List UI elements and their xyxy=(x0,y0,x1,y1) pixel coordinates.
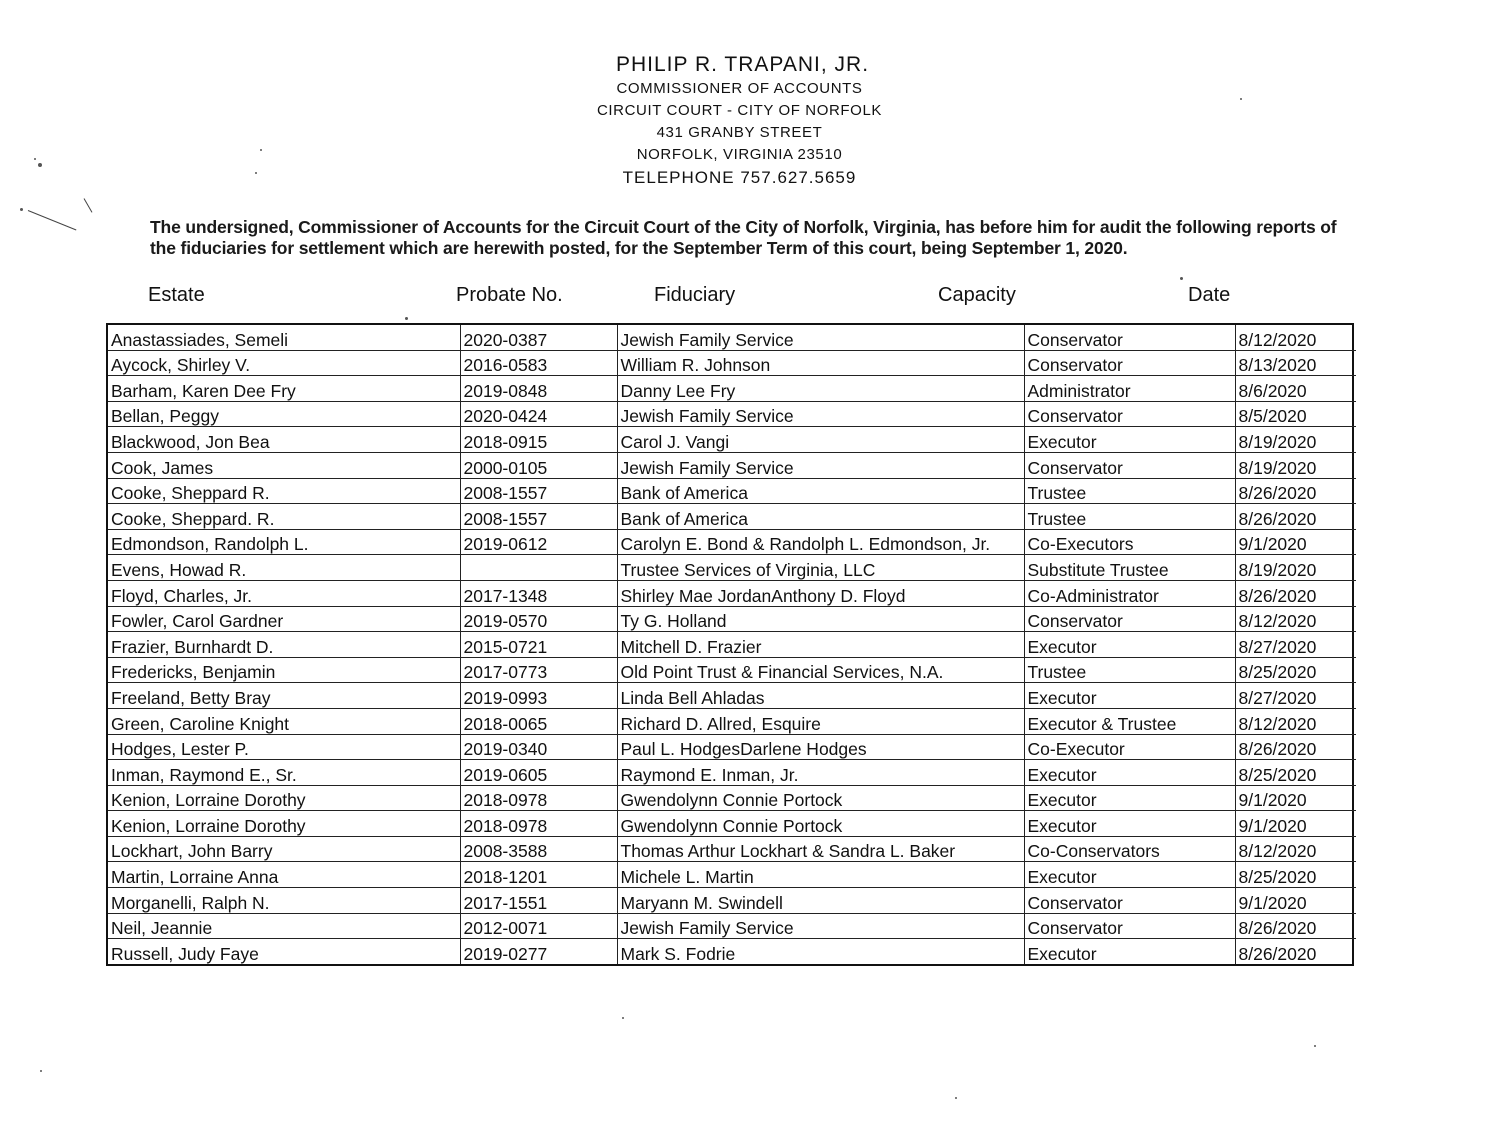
cell-date: 9/1/2020 xyxy=(1235,811,1356,837)
scan-scratch xyxy=(28,210,77,230)
cell-date: 8/19/2020 xyxy=(1235,427,1356,453)
cell-fiduciary: Mitchell D. Frazier xyxy=(617,632,1024,658)
table-row xyxy=(108,836,1356,862)
cell-date: 8/5/2020 xyxy=(1235,401,1356,427)
cell-capacity: Executor xyxy=(1024,939,1235,964)
intro-paragraph: The undersigned, Commissioner of Accounts for the Circuit Court of the City of Norfolk, Virginia, has before him for audit the following reports of the fiduciaries for settlement which are herewith posted, for the September Term of this court, being September 1, 2020. xyxy=(150,217,1337,258)
cell-capacity: Executor xyxy=(1024,427,1235,453)
table-row xyxy=(108,504,1356,530)
cell-probate: 2015-0721 xyxy=(460,632,617,658)
cell-probate: 2000-0105 xyxy=(460,452,617,478)
cell-date: 8/19/2020 xyxy=(1235,452,1356,478)
scan-speck xyxy=(255,172,257,174)
scan-speck xyxy=(20,208,23,211)
court-name: CIRCUIT COURT - CITY OF NORFOLK xyxy=(596,102,882,119)
cell-estate: Neil, Jeannie xyxy=(108,913,460,939)
cell-estate: Cook, James xyxy=(108,452,460,478)
cell-capacity: Trustee xyxy=(1024,657,1235,683)
cell-capacity: Executor & Trustee xyxy=(1024,708,1235,734)
cell-fiduciary: Jewish Family Service xyxy=(617,452,1024,478)
table-row xyxy=(108,606,1356,632)
cell-estate: Fredericks, Benjamin xyxy=(108,657,460,683)
scan-speck xyxy=(40,1070,42,1072)
cell-capacity: Executor xyxy=(1024,785,1235,811)
cell-fiduciary: Old Point Trust & Financial Services, N.A. xyxy=(617,657,1024,683)
cell-date: 9/1/2020 xyxy=(1235,785,1356,811)
cell-capacity: Conservator xyxy=(1024,325,1235,350)
table-row xyxy=(108,913,1356,939)
cell-fiduciary: Maryann M. Swindell xyxy=(617,888,1024,914)
cell-capacity: Co-Executors xyxy=(1024,529,1235,555)
scan-speck xyxy=(34,158,36,160)
cell-probate: 2008-1557 xyxy=(460,504,617,530)
street-address: 431 GRANBY STREET xyxy=(656,124,823,141)
cell-capacity: Conservator xyxy=(1024,888,1235,914)
column-header-date: Date xyxy=(1188,284,1231,306)
table-row xyxy=(108,734,1356,760)
table-row xyxy=(108,862,1356,888)
cell-capacity: Executor xyxy=(1024,760,1235,786)
table-row xyxy=(108,452,1356,478)
cell-capacity: Conservator xyxy=(1024,401,1235,427)
column-header-capacity: Capacity xyxy=(938,284,1016,306)
cell-estate: Inman, Raymond E., Sr. xyxy=(108,760,460,786)
cell-estate: Cooke, Sheppard. R. xyxy=(108,504,460,530)
table-row xyxy=(108,580,1356,606)
scan-speck xyxy=(260,149,262,151)
cell-estate: Lockhart, John Barry xyxy=(108,836,460,862)
cell-probate: 2019-0848 xyxy=(460,376,617,402)
cell-probate: 2019-0340 xyxy=(460,734,617,760)
scan-speck xyxy=(1314,1045,1316,1047)
table-row xyxy=(108,555,1356,581)
table-row xyxy=(108,811,1356,837)
cell-fiduciary: Richard D. Allred, Esquire xyxy=(617,708,1024,734)
cell-estate: Fowler, Carol Gardner xyxy=(108,606,460,632)
cell-probate: 2019-0993 xyxy=(460,683,617,709)
cell-fiduciary: Thomas Arthur Lockhart & Sandra L. Baker xyxy=(617,836,1024,862)
table-row xyxy=(108,939,1356,964)
cell-capacity: Conservator xyxy=(1024,350,1235,376)
cell-probate: 2008-1557 xyxy=(460,478,617,504)
cell-estate: Kenion, Lorraine Dorothy xyxy=(108,811,460,837)
cell-fiduciary: Trustee Services of Virginia, LLC xyxy=(617,555,1024,581)
table-body xyxy=(108,325,1356,964)
cell-probate: 2012-0071 xyxy=(460,913,617,939)
table-row xyxy=(108,350,1356,376)
cell-capacity: Executor xyxy=(1024,862,1235,888)
cell-probate: 2017-0773 xyxy=(460,657,617,683)
cell-date: 8/26/2020 xyxy=(1235,580,1356,606)
cell-fiduciary: Shirley Mae JordanAnthony D. Floyd xyxy=(617,580,1024,606)
cell-probate: 2019-0570 xyxy=(460,606,617,632)
cell-fiduciary: Jewish Family Service xyxy=(617,325,1024,350)
city-address: NORFOLK, VIRGINIA 23510 xyxy=(636,146,843,163)
cell-fiduciary: Raymond E. Inman, Jr. xyxy=(617,760,1024,786)
cell-probate: 2008-3588 xyxy=(460,836,617,862)
cell-probate: 2019-0605 xyxy=(460,760,617,786)
column-header-fiduciary: Fiduciary xyxy=(654,284,736,306)
cell-capacity: Conservator xyxy=(1024,606,1235,632)
cell-probate: 2017-1551 xyxy=(460,888,617,914)
cell-date: 8/27/2020 xyxy=(1235,683,1356,709)
commissioner-title: COMMISSIONER OF ACCOUNTS xyxy=(616,80,863,97)
cell-fiduciary: Ty G. Holland xyxy=(617,606,1024,632)
fiduciary-table xyxy=(106,323,1354,966)
scan-speck xyxy=(38,163,42,167)
cell-estate: Anastassiades, Semeli xyxy=(108,325,460,350)
cell-estate: Green, Caroline Knight xyxy=(108,708,460,734)
cell-estate: Floyd, Charles, Jr. xyxy=(108,580,460,606)
letterhead xyxy=(0,52,1491,190)
cell-probate: 2020-0387 xyxy=(460,325,617,350)
cell-estate: Frazier, Burnhardt D. xyxy=(108,632,460,658)
table-row xyxy=(108,478,1356,504)
cell-probate: 2018-0978 xyxy=(460,785,617,811)
cell-estate: Hodges, Lester P. xyxy=(108,734,460,760)
cell-capacity: Executor xyxy=(1024,811,1235,837)
cell-capacity: Executor xyxy=(1024,683,1235,709)
cell-fiduciary: William R. Johnson xyxy=(617,350,1024,376)
table-row xyxy=(108,325,1356,350)
cell-estate: Barham, Karen Dee Fry xyxy=(108,376,460,402)
cell-probate: 2018-1201 xyxy=(460,862,617,888)
cell-fiduciary: Jewish Family Service xyxy=(617,401,1024,427)
table-row xyxy=(108,708,1356,734)
cell-date: 8/12/2020 xyxy=(1235,708,1356,734)
cell-probate: 2019-0277 xyxy=(460,939,617,964)
cell-date: 8/25/2020 xyxy=(1235,657,1356,683)
cell-fiduciary: Bank of America xyxy=(617,478,1024,504)
table-row xyxy=(108,760,1356,786)
cell-estate: Blackwood, Jon Bea xyxy=(108,427,460,453)
scan-speck xyxy=(955,1097,957,1099)
cell-date: 8/12/2020 xyxy=(1235,325,1356,350)
cell-date: 8/25/2020 xyxy=(1235,862,1356,888)
scan-speck xyxy=(405,317,408,320)
cell-date: 8/26/2020 xyxy=(1235,939,1356,964)
cell-estate: Kenion, Lorraine Dorothy xyxy=(108,785,460,811)
cell-capacity: Substitute Trustee xyxy=(1024,555,1235,581)
cell-fiduciary: Linda Bell Ahladas xyxy=(617,683,1024,709)
cell-date: 8/26/2020 xyxy=(1235,478,1356,504)
cell-fiduciary: Carolyn E. Bond & Randolph L. Edmondson, Jr. xyxy=(617,529,1024,555)
cell-probate: 2019-0612 xyxy=(460,529,617,555)
cell-probate: 2016-0583 xyxy=(460,350,617,376)
table-row xyxy=(108,785,1356,811)
cell-date: 8/6/2020 xyxy=(1235,376,1356,402)
telephone: TELEPHONE 757.627.5659 xyxy=(622,168,857,187)
cell-capacity: Trustee xyxy=(1024,478,1235,504)
cell-date: 9/1/2020 xyxy=(1235,888,1356,914)
cell-capacity: Executor xyxy=(1024,632,1235,658)
cell-date: 8/19/2020 xyxy=(1235,555,1356,581)
table-row xyxy=(108,376,1356,402)
cell-estate: Aycock, Shirley V. xyxy=(108,350,460,376)
scan-speck xyxy=(1240,98,1242,100)
cell-date: 8/25/2020 xyxy=(1235,760,1356,786)
cell-probate: 2020-0424 xyxy=(460,401,617,427)
cell-capacity: Trustee xyxy=(1024,504,1235,530)
cell-fiduciary: Gwendolynn Connie Portock xyxy=(617,785,1024,811)
cell-fiduciary: Jewish Family Service xyxy=(617,913,1024,939)
cell-estate: Russell, Judy Faye xyxy=(108,939,460,964)
cell-probate: 2018-0915 xyxy=(460,427,617,453)
scan-speck xyxy=(1180,277,1183,280)
table-row xyxy=(108,657,1356,683)
cell-estate: Bellan, Peggy xyxy=(108,401,460,427)
cell-fiduciary: Mark S. Fodrie xyxy=(617,939,1024,964)
scan-speck xyxy=(622,1017,624,1019)
table-row xyxy=(108,632,1356,658)
cell-date: 8/26/2020 xyxy=(1235,504,1356,530)
cell-date: 9/1/2020 xyxy=(1235,529,1356,555)
column-header-estate: Estate xyxy=(148,284,205,306)
cell-probate: 2017-1348 xyxy=(460,580,617,606)
cell-estate: Freeland, Betty Bray xyxy=(108,683,460,709)
cell-capacity: Co-Conservators xyxy=(1024,836,1235,862)
commissioner-name: PHILIP R. TRAPANI, JR. xyxy=(615,53,870,76)
cell-date: 8/13/2020 xyxy=(1235,350,1356,376)
cell-fiduciary: Danny Lee Fry xyxy=(617,376,1024,402)
cell-estate: Martin, Lorraine Anna xyxy=(108,862,460,888)
table-row xyxy=(108,401,1356,427)
cell-probate xyxy=(460,555,617,581)
cell-estate: Edmondson, Randolph L. xyxy=(108,529,460,555)
cell-fiduciary: Paul L. HodgesDarlene Hodges xyxy=(617,734,1024,760)
cell-fiduciary: Gwendolynn Connie Portock xyxy=(617,811,1024,837)
table-row xyxy=(108,427,1356,453)
cell-capacity: Conservator xyxy=(1024,913,1235,939)
table-row xyxy=(108,888,1356,914)
cell-probate: 2018-0978 xyxy=(460,811,617,837)
cell-estate: Morganelli, Ralph N. xyxy=(108,888,460,914)
cell-fiduciary: Bank of America xyxy=(617,504,1024,530)
cell-fiduciary: Michele L. Martin xyxy=(617,862,1024,888)
cell-estate: Evens, Howad R. xyxy=(108,555,460,581)
cell-estate: Cooke, Sheppard R. xyxy=(108,478,460,504)
scan-scratch xyxy=(84,198,93,212)
cell-capacity: Administrator xyxy=(1024,376,1235,402)
cell-date: 8/12/2020 xyxy=(1235,836,1356,862)
cell-date: 8/27/2020 xyxy=(1235,632,1356,658)
cell-date: 8/26/2020 xyxy=(1235,734,1356,760)
cell-probate: 2018-0065 xyxy=(460,708,617,734)
cell-capacity: Conservator xyxy=(1024,452,1235,478)
cell-capacity: Co-Administrator xyxy=(1024,580,1235,606)
cell-fiduciary: Carol J. Vangi xyxy=(617,427,1024,453)
table-row xyxy=(108,683,1356,709)
cell-date: 8/26/2020 xyxy=(1235,913,1356,939)
cell-capacity: Co-Executor xyxy=(1024,734,1235,760)
column-header-probate: Probate No. xyxy=(456,284,563,306)
cell-date: 8/12/2020 xyxy=(1235,606,1356,632)
table-row xyxy=(108,529,1356,555)
